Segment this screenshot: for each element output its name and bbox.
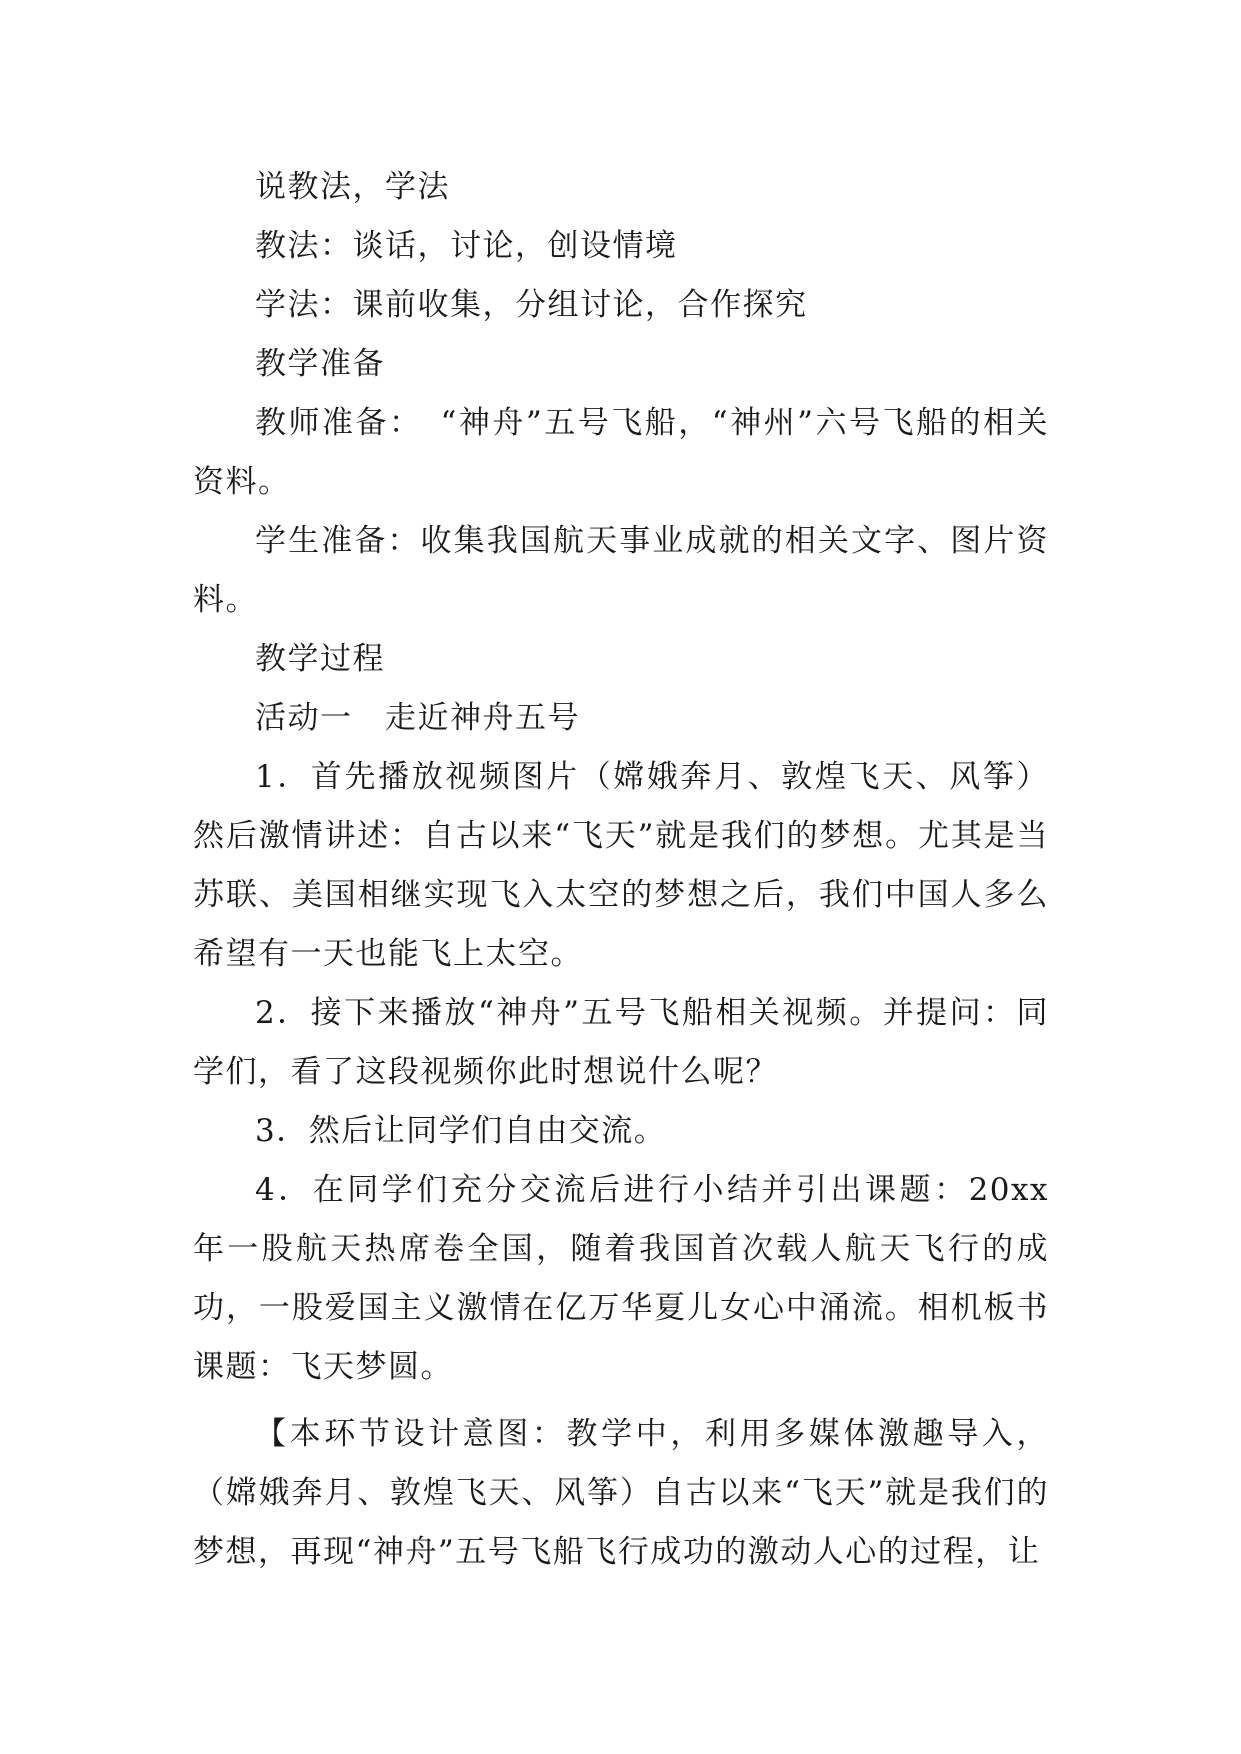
paragraph-step-2: 2．接下来播放“神舟”五号飞船相关视频。并提问：同学们，看了这段视频你此时想说什么呢？ — [193, 995, 1049, 1090]
paragraph-step-4: 4．在同学们充分交流后进行小结并引出课题：20xx 年一股航天热席卷全国，随着我国首次载人航天飞行的成功，一股爱国主义激情在亿万华夏儿女心中涌流。相机板书课题：飞天梦圆。 — [193, 1172, 1049, 1385]
paragraph-student-preparation: 学生准备：收集我国航天事业成就的相关文字、图片资料。 — [193, 523, 1049, 618]
document-page — [193, 158, 1049, 1582]
paragraph-step-1: 1．首先播放视频图片（嫦娥奔月、敦煌飞天、风筝）然后激情讲述：自古以来“飞天”就是我们的梦想。尤其是当苏联、美国相继实现飞入太空的梦想之后，我们中国人多么希望有一天也能飞上太空。 — [193, 759, 1049, 972]
paragraph-step-3: 3．然后让同学们自由交流。 — [255, 1113, 667, 1149]
paragraph-learning-method: 学法：课前收集，分组讨论，合作探究 — [255, 287, 808, 323]
paragraph-teaching-method: 教法：谈话，讨论，创设情境 — [255, 228, 678, 264]
paragraph-method-heading: 说教法，学法 — [255, 169, 450, 205]
paragraph-teacher-preparation: 教师准备： “神舟”五号飞船，“神州”六号飞船的相关资料。 — [193, 405, 1049, 500]
paragraph-preparation-heading: 教学准备 — [255, 346, 385, 382]
paragraph-process-heading: 教学过程 — [255, 641, 385, 677]
paragraph-design-intent: 【本环节设计意图：教学中，利用多媒体激趣导入，（嫦娥奔月、敦煌飞天、风筝）自古以来“飞天”就是我们的梦想，再现“神舟”五号飞船飞行成功的激动人心的过程，让 — [193, 1416, 1049, 1570]
paragraph-activity-one: 活动一 走近神舟五号 — [255, 700, 580, 736]
